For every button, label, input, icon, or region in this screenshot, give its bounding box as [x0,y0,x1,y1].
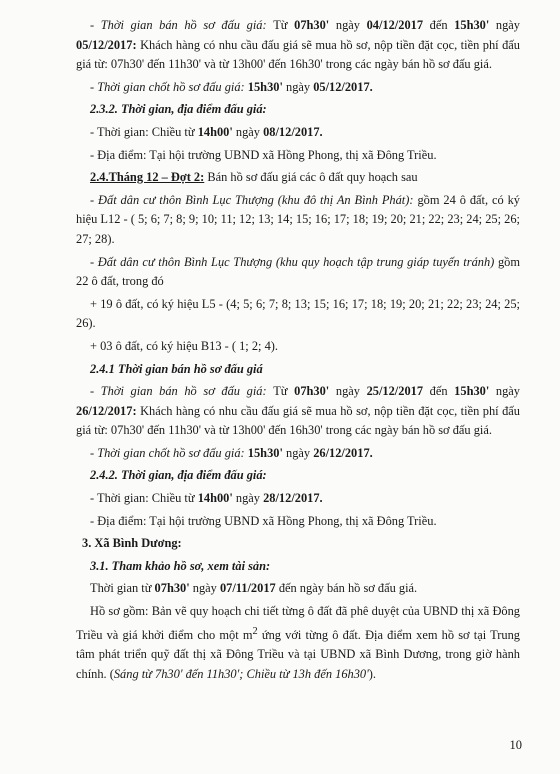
heading-2-4-2: 2.4.2. Thời gian, địa điểm đấu giá: [90,468,267,483]
paragraph-auction-time-1: - Thời gian: Chiều từ 14h00' ngày 08/12/2017. [90,124,323,139]
paragraph-auction-place-1: - Địa điểm: Tại hội trường UBND xã Hồng Phong, thị xã Đông Triều. [90,147,437,162]
paragraph-auction-time-2: - Thời gian: Chiều từ 14h00' ngày 28/12/2017. [90,491,323,506]
paragraph-dossier: Hồ sơ gồm: Bản vẽ quy hoạch chi tiết từng ô đất đã phê duyệt của UBND thị xã Đông Triều và giá khởi điểm cho một $m^2$ ứng với từng ô đất. Địa điểm xem hồ sơ tại Trung tâm phát triển quỹ đất thị xã Đông Triều và tại UBND xã Bình Dương, trong giờ hành chính. (Sáng từ 7h30' đến 11h30'; Chiều từ 13h đến 16h30'). [76,604,520,681]
paragraph-plots-l12: - Đất dân cư thôn Bình Lục Thượng (khu đô thị An Bình Phát): gồm 24 ô đất, có ký hiệu L12 - ( 5; 6; 7; 8; 9; 10; 11; 12; 13; 14; 15; 16; 17; 18; 19; 20; 21; 22; 23; 24; 25; 26; 27; 28). [76,192,520,246]
paragraph-sale-time-1: - Thời gian bán hồ sơ đấu giá: Từ 07h30' ngày 04/12/2017 đến 15h30' ngày 05/12/2017: Khách hàng có nhu cầu đấu giá sẽ mua hồ sơ, nộp tiền đặt cọc, tiền phí đấu giá từ: 07h30' đến 11h30' và từ 13h00' đến 16h30' trong các ngày bán hồ sơ đấu giá. [76,18,521,72]
list-item-b13: + 03 ô đất, có ký hiệu B13 - ( 1; 2; 4). [90,338,279,353]
paragraph-close-time-1: - Thời gian chốt hồ sơ đấu giá: 15h30' ngày 05/12/2017. [90,79,373,94]
page-number: 10 [509,738,522,752]
heading-2-4-1: 2.4.1 Thời gian bán hồ sơ đấu giá [90,361,263,376]
list-item-l5: + 19 ô đất, có ký hiệu L5 - (4; 5; 6; 7; 8; 13; 15; 16; 17; 18; 19; 20; 21; 22; 23; 24; 25; 26). [76,296,520,331]
paragraph-sale-time-2: - Thời gian bán hồ sơ đấu giá: Từ 07h30' ngày 25/12/2017 đến 15h30' ngày 26/12/2017: Khách hàng có nhu cầu đấu giá sẽ mua hồ sơ, nộp tiền đặt cọc, tiền phí đấu giá từ: 07h30' đến 11h30' và từ 13h00' đến 16h30' trong các ngày bán hồ sơ đấu giá. [76,384,521,438]
paragraph-viewing-time: Thời gian từ 07h30' ngày 07/11/2017 đến ngày bán hồ sơ đấu giá. [90,581,418,596]
heading-3-binh-duong: 3. Xã Bình Dương: [82,536,182,551]
paragraph-plots-bypass: - Đất dân cư thôn Bình Lục Thượng (khu quy hoạch tập trung giáp tuyến tránh) gồm 22 ô đất, trong đó [76,254,520,289]
paragraph-auction-place-2: - Địa điểm: Tại hội trường UBND xã Hồng Phong, thị xã Đông Triều. [90,513,437,528]
paragraph-close-time-2: - Thời gian chốt hồ sơ đấu giá: 15h30' ngày 26/12/2017. [90,445,373,460]
heading-3-1: 3.1. Tham khảo hồ sơ, xem tài sản: [90,558,271,573]
paragraph-month-12-batch-2: 2.4.Tháng 12 – Đợt 2: Bán hồ sơ đấu giá các ô đất quy hoạch sau [90,170,418,185]
document-body [76,16,520,688]
heading-2-3-2: 2.3.2. Thời gian, địa điểm đấu giá: [90,102,267,117]
